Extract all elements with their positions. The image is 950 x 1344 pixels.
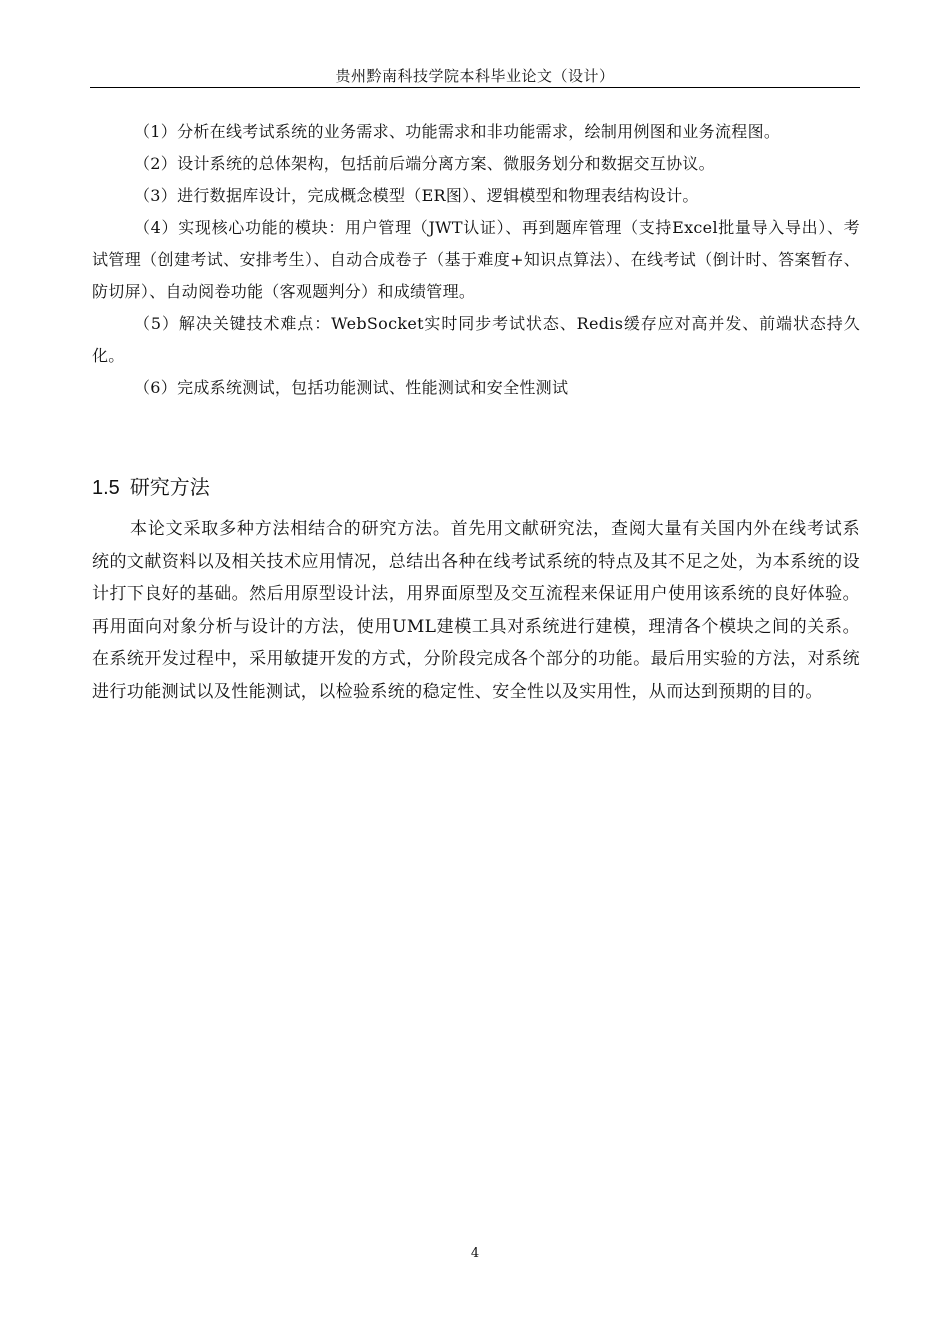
section-title: 研究方法	[129, 477, 210, 499]
section-heading	[92, 474, 210, 502]
section-number: 1.5	[92, 477, 120, 499]
section-paragraph: 本论文采取多种方法相结合的研究方法。首先用文献研究法，查阅大量有关国内外在线考试系统的文献资料以及相关技术应用情况，总结出各种在线考试系统的特点及其不足之处，为本系统的设计打下良好的基础。然后用原型设计法，用界面原型及交互流程来保证用户使用该系统的良好体验。再用面向对象分析与设计的方法，使用UML建模工具对系统进行建模，理清各个模块之间的关系。在系统开发过程中，采用敏捷开发的方式，分阶段完成各个部分的功能。最后用实验的方法，对系统进行功能测试以及性能测试，以检验系统的稳定性、安全性以及实用性，从而达到预期的目的。	[92, 519, 860, 702]
running-header: 贵州黔南科技学院本科毕业论文（设计）	[335, 67, 615, 85]
objective-item: （2）设计系统的总体架构，包括前后端分离方案、微服务划分和数据交互协议。	[134, 154, 715, 173]
objective-item: （1）分析在线考试系统的业务需求、功能需求和非功能需求，绘制用例图和业务流程图。	[134, 122, 781, 141]
page-number: 4	[470, 1246, 480, 1261]
objectives-list	[92, 116, 860, 404]
objective-item: （3）进行数据库设计，完成概念模型（ER图）、逻辑模型和物理表结构设计。	[134, 186, 699, 205]
objective-item: （4）实现核心功能的模块：用户管理（JWT认证）、再到题库管理（支持Excel批量导入导出）、考试管理（创建考试、安排考生）、自动合成卷子（基于难度+知识点算法）、在线考试（倒计时、答案暂存、防切屏）、自动阅卷功能（客观题判分）和成绩管理。	[92, 218, 860, 301]
header-rule	[90, 87, 860, 88]
objective-item: （6）完成系统测试，包括功能测试、性能测试和安全性测试	[134, 378, 569, 397]
objective-item: （5）解决关键技术难点：WebSocket实时同步考试状态、Redis缓存应对高并发、前端状态持久化。	[92, 314, 860, 365]
